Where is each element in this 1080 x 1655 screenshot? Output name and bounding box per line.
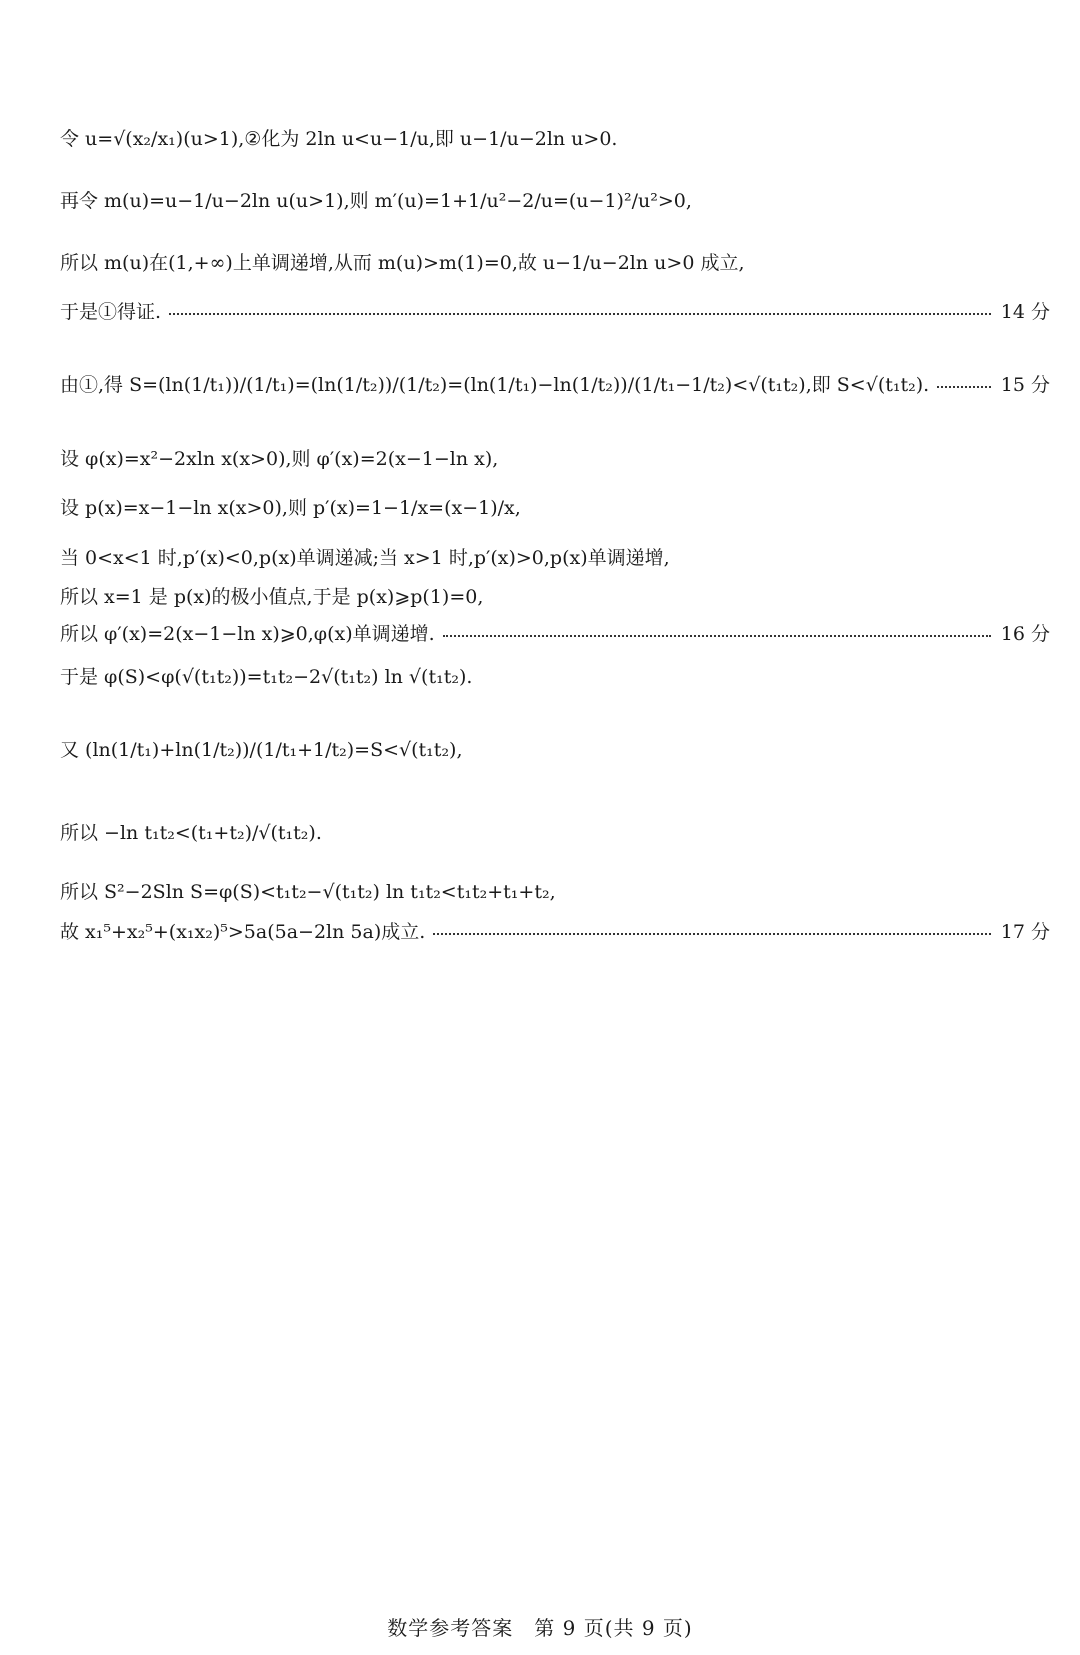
solution-text: 再令 m(u)=u−1/u−2ln u(u>1),则 m′(u)=1+1/u²−2/u=(u−1)²/u²>0,	[60, 190, 692, 212]
solution-text: 设 p(x)=x−1−ln x(x>0),则 p′(x)=1−1/x=(x−1)/x,	[60, 497, 521, 519]
solution-line	[60, 818, 1050, 845]
score-label: 17 分	[1000, 921, 1050, 943]
solution-text: 令 u=√(x₂/x₁)(u>1),②化为 2ln u<u−1/u,即 u−1/u−2ln u>0.	[60, 128, 618, 150]
solution-line	[60, 582, 1050, 609]
score-label: 14 分	[1000, 301, 1050, 323]
solution-line	[60, 248, 1050, 275]
score-label: 15 分	[1000, 374, 1050, 396]
solution-line	[60, 493, 1050, 520]
solution-line	[60, 917, 1050, 944]
dot-leader	[169, 313, 991, 315]
solution-line	[60, 877, 1050, 904]
solution-line	[60, 186, 1050, 213]
solution-text: 当 0<x<1 时,p′(x)<0,p(x)单调递减;当 x>1 时,p′(x)>0,p(x)单调递增,	[60, 547, 670, 569]
solution-text: 于是 φ(S)<φ(√(t₁t₂))=t₁t₂−2√(t₁t₂) ln √(t₁t₂).	[60, 666, 473, 688]
dot-leader	[433, 933, 991, 935]
solution-line	[60, 124, 1050, 151]
solution-text: 又 (ln(1/t₁)+ln(1/t₂))/(1/t₁+1/t₂)=S<√(t₁t₂),	[60, 739, 463, 761]
solution-text: 故 x₁⁵+x₂⁵+(x₁x₂)⁵>5a(5a−2ln 5a)成立.	[60, 921, 426, 943]
solution-line	[60, 370, 1050, 397]
solution-text: 所以 φ′(x)=2(x−1−ln x)⩾0,φ(x)单调递增.	[60, 623, 435, 645]
solution-text: 所以 S²−2Sln S=φ(S)<t₁t₂−√(t₁t₂) ln t₁t₂<t₁t₂+t₁+t₂,	[60, 881, 556, 903]
solution-text: 所以 m(u)在(1,+∞)上单调递增,从而 m(u)>m(1)=0,故 u−1/u−2ln u>0 成立,	[60, 252, 745, 274]
solution-text: 所以 x=1 是 p(x)的极小值点,于是 p(x)⩾p(1)=0,	[60, 586, 484, 608]
solution-line	[60, 619, 1050, 646]
solution-line	[60, 297, 1050, 324]
solution-line	[60, 662, 1050, 689]
dot-leader	[937, 386, 991, 388]
page-footer: 数学参考答案 第 9 页(共 9 页)	[387, 1616, 693, 1640]
solution-text: 于是①得证.	[60, 301, 162, 323]
solution-line	[60, 543, 1050, 570]
solution-line	[60, 444, 1050, 471]
solution-line	[60, 735, 1050, 762]
solution-text: 由①,得 S=(ln(1/t₁))/(1/t₁)=(ln(1/t₂))/(1/t₂)=(ln(1/t₁)−ln(1/t₂))/(1/t₁−1/t₂)<√(t₁t₂),即 S<√(t₁t₂).	[60, 374, 930, 396]
score-label: 16 分	[1000, 623, 1050, 645]
dot-leader	[443, 635, 991, 637]
solution-text: 设 φ(x)=x²−2xln x(x>0),则 φ′(x)=2(x−1−ln x),	[60, 448, 499, 470]
solution-text: 所以 −ln t₁t₂<(t₁+t₂)/√(t₁t₂).	[60, 822, 322, 844]
